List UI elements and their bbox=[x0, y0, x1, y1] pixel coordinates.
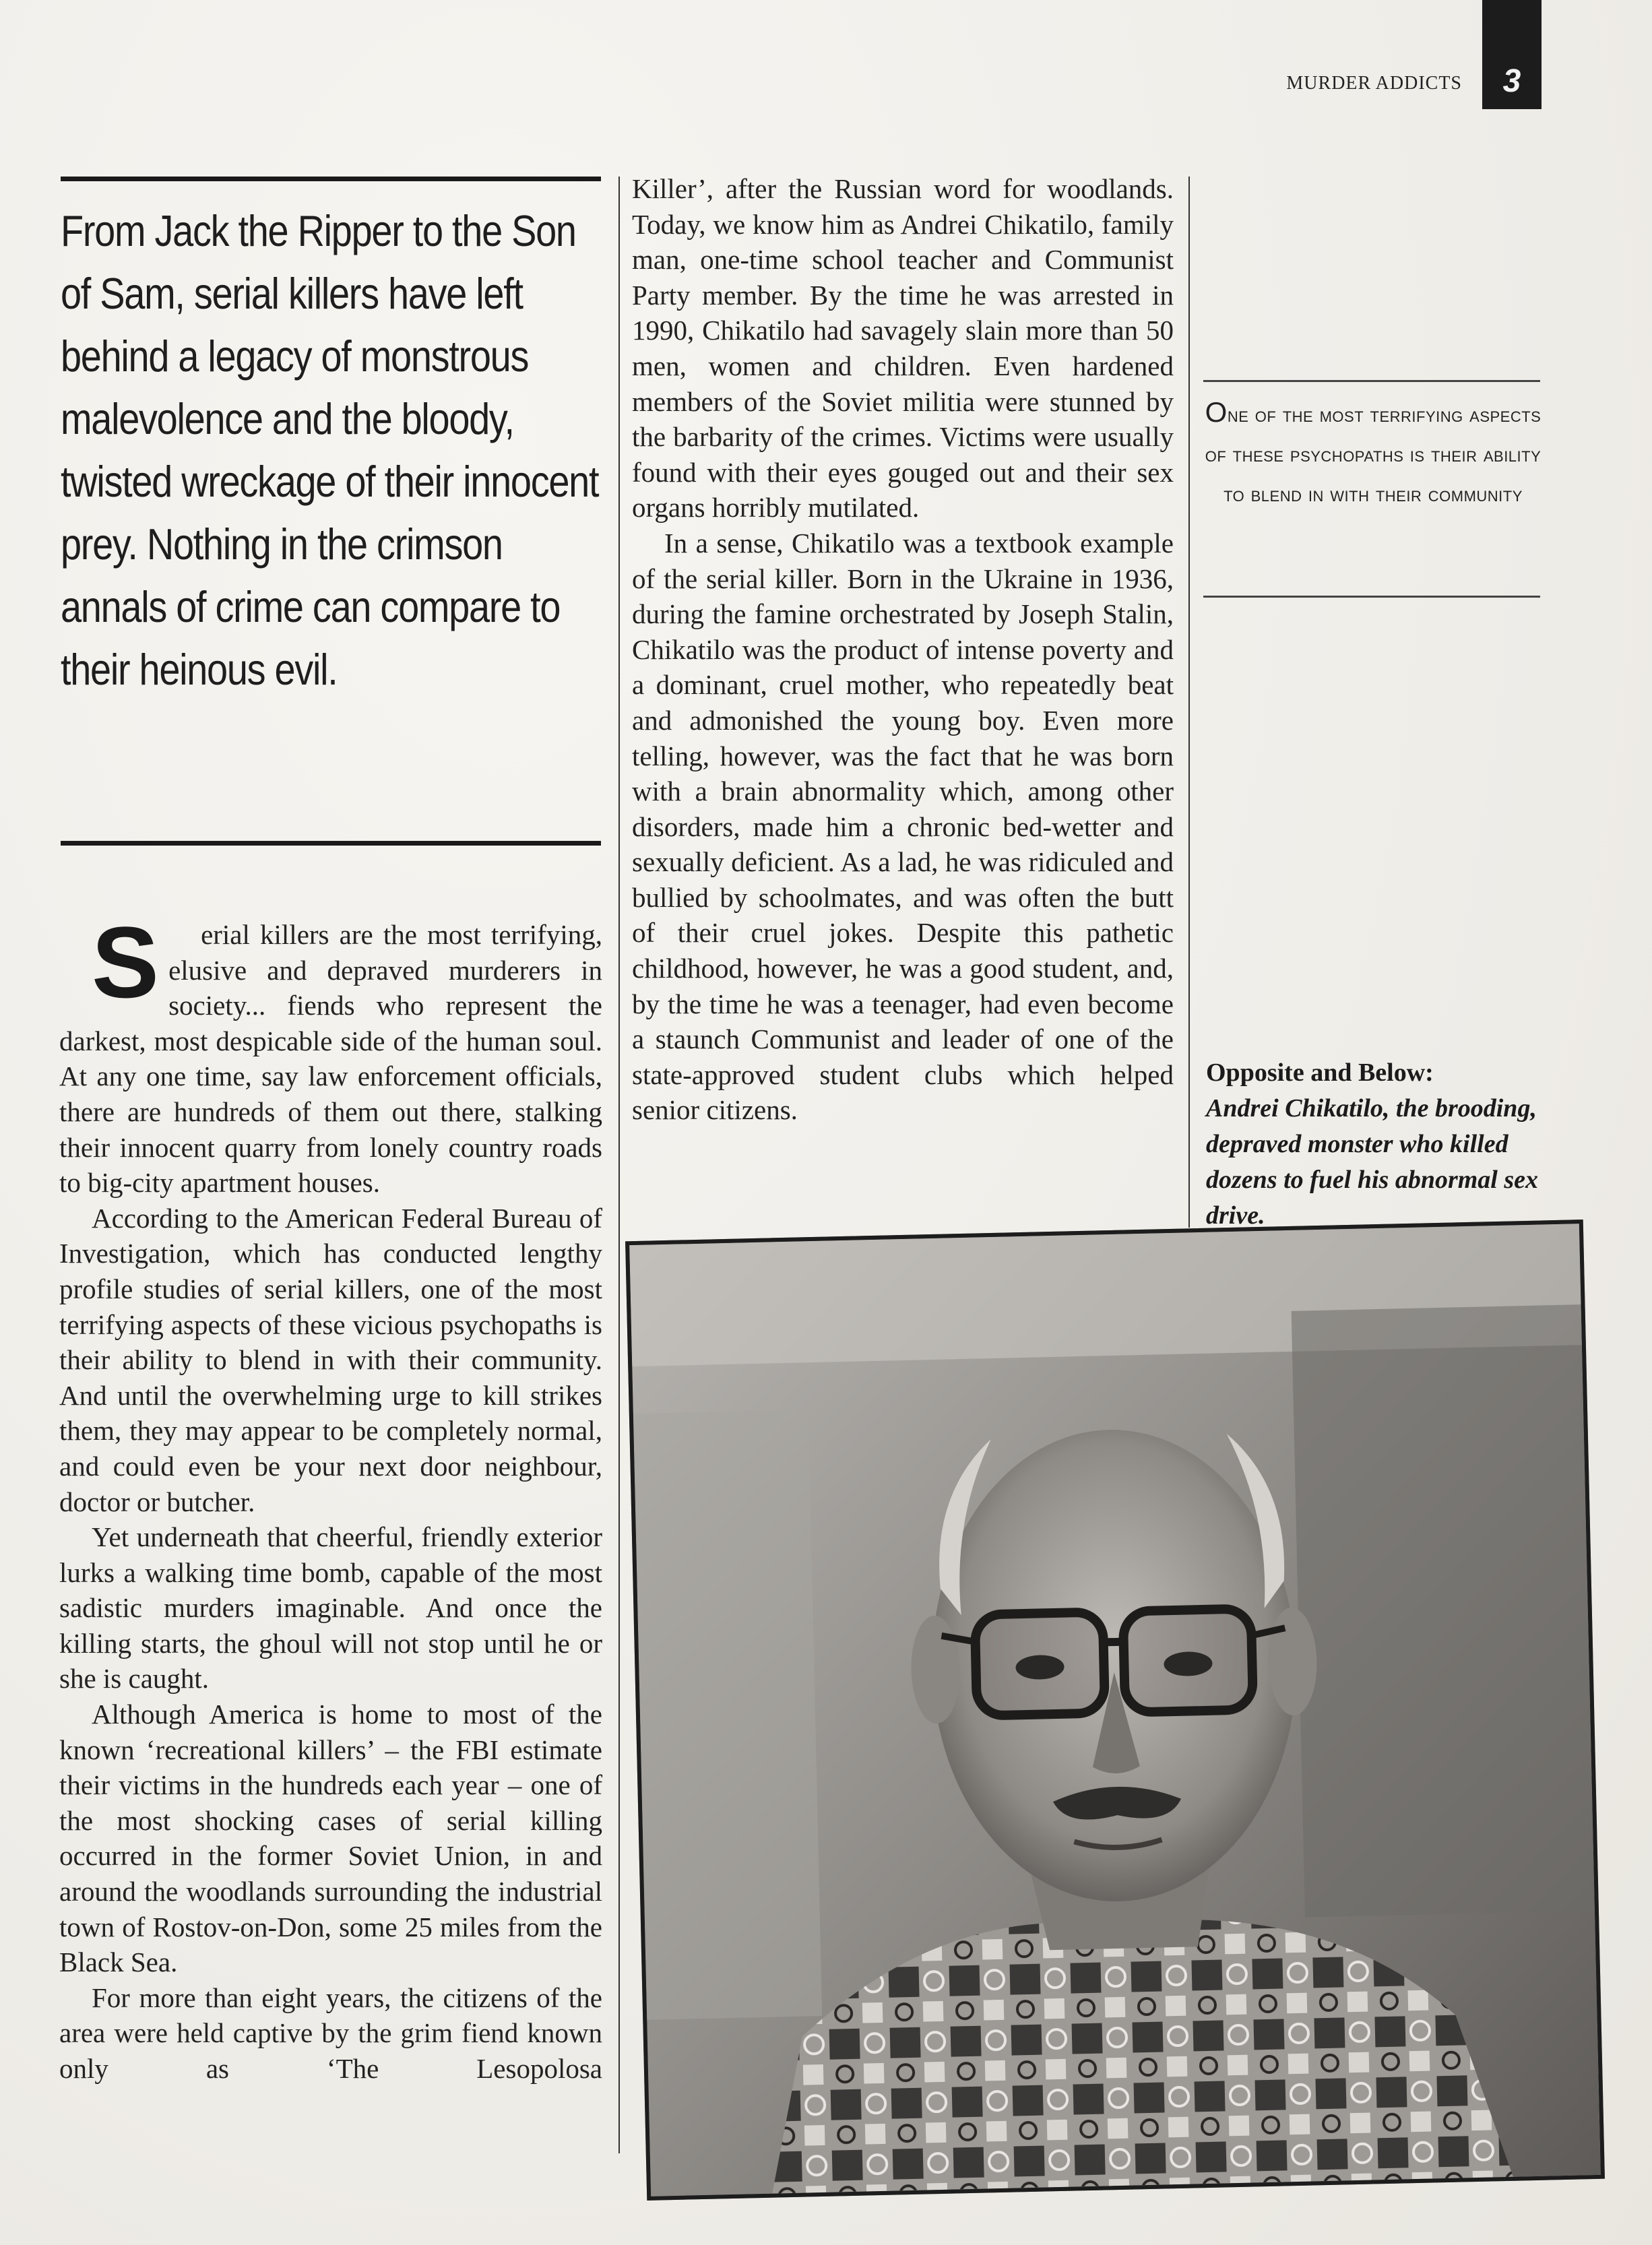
article-paragraph-7: In a sense, Chikatilo was a textbook example of the serial killer. Born in the Ukraine in 1936, during the famine orchestrated by Joseph Stalin, Chikatilo was the product of intense poverty and a dominant, cruel mother, who repeatedly beat and admonished the young boy. Even more telling, however, was the fact that he was born with a brain abnormality which, among other disorders, made him a chronic bed-wetter and sexually deficient. As a lad, he was ridiculed and bullied by schoolmates, and was often the butt of their cruel jokes. Despite this pathetic childhood, however, he was a good student, and, by the time he was a teenager, had even become a staunch Communist and leader of one of the state-approved student clubs which helped senior citizens. bbox=[632, 527, 1174, 1126]
drop-cap: S bbox=[92, 906, 160, 1019]
pull-quote bbox=[1203, 392, 1543, 514]
standfirst: From Jack the Ripper to the Son of Sam, serial killers have left behind a legacy of monstrous malevolence and the bloody, twisted wreckage of their innocent prey. Nothing in the crimson annals of crime can compare to their heinous evil. bbox=[61, 206, 599, 694]
article-column-1 bbox=[59, 906, 602, 2087]
pull-quote-text: ne of the most terrifying aspects of these psychopaths is their ability to blend in with their community bbox=[1205, 402, 1542, 506]
portrait-photo bbox=[625, 1220, 1605, 2201]
column-divider-1 bbox=[618, 177, 620, 2153]
page-number: 3 bbox=[1502, 63, 1521, 99]
photo-caption bbox=[1206, 1055, 1543, 1234]
article-paragraph-1 bbox=[59, 906, 602, 1201]
article-paragraph-2: According to the American Federal Bureau of Investigation, which has conducted lengthy profile studies of serial killers, one of the most terrifying aspects of these vicious psychopaths is their ability to blend in with their community. And until the overwhelming urge to kill strikes them, they may appear to be completely normal, and could even be your next door neighbour, doctor or butcher. bbox=[59, 1202, 602, 1517]
article-paragraph-5: For more than eight years, the citizens of the area were held captive by the grim fiend known only as ‘The Lesopolosa bbox=[59, 1982, 602, 2084]
standfirst-bottom-rule bbox=[61, 841, 601, 846]
standfirst-top-rule bbox=[61, 177, 601, 181]
article-paragraph-3: Yet underneath that cheerful, friendly exterior lurks a walking time bomb, capable of the most sadistic murders imaginable. And once the killing starts, the ghoul will not stop until he or she is caught. bbox=[59, 1521, 602, 1695]
caption-heading: Opposite and Below: bbox=[1206, 1058, 1434, 1087]
article-column-2 bbox=[632, 171, 1174, 1128]
pull-quote-initial: O bbox=[1205, 396, 1228, 428]
portrait-illustration bbox=[629, 1224, 1601, 2196]
article-paragraph-6: Killer’, after the Russian word for woodlands. Today, we know him as Andrei Chikatilo, family man, one-time school teacher and Communist Party member. By the time he was arrested in 1990, Chikatilo had savagely slain more than 50 men, women and children. Even hardened members of the Soviet militia were stunned by the barbarity of the crimes. Victims were usually found with their eyes gouged out and their sex organs horribly mutilated. bbox=[632, 173, 1174, 524]
pull-quote-bottom-rule bbox=[1203, 596, 1540, 598]
caption-body: Andrei Chikatilo, the brooding, depraved monster who killed dozens to fuel his abnormal sex drive. bbox=[1206, 1094, 1539, 1230]
page-number-tab bbox=[1482, 0, 1542, 109]
column-divider-2 bbox=[1188, 177, 1190, 1228]
article-paragraph-1-text: erial killers are the most terrifying, elusive and depraved murderers in society... fiends who represent the darkest, most despicable side of the human soul. At any one time, say law enforcement officials, there are hundreds of them out there, stalking their innocent quarry from lonely country roads to big-city apartment houses. bbox=[59, 919, 602, 1199]
running-head: MURDER ADDICTS bbox=[1286, 73, 1462, 94]
article-paragraph-4: Although America is home to most of the known ‘recreational killers’ – the FBI estimate their victims in the hundreds each year – one of the most shocking cases of serial killing occurred in the former Soviet Union, in and around the woodlands surrounding the industrial town of Rostov-on-Don, some 25 miles from the Black Sea. bbox=[59, 1699, 602, 1978]
pull-quote-top-rule bbox=[1203, 380, 1540, 382]
